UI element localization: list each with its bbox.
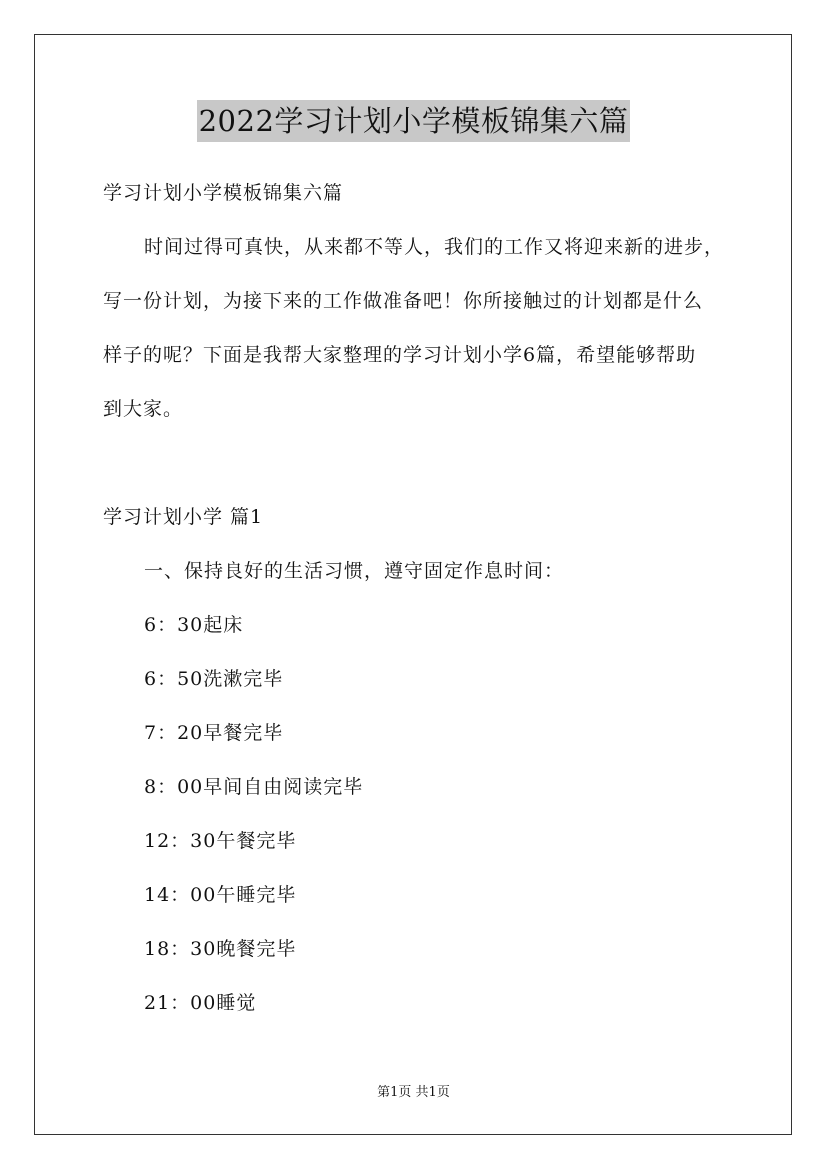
schedule-item: 12：30午餐完毕 xyxy=(144,830,297,852)
schedule-item: 7：20早餐完毕 xyxy=(144,722,284,744)
schedule-item: 18：30晚餐完毕 xyxy=(144,938,297,960)
intro-line-3: 样子的呢？下面是我帮大家整理的学习计划小学6篇，希望能够帮助 xyxy=(103,344,697,366)
section-heading: 学习计划小学 篇1 xyxy=(103,506,264,528)
intro-line-2: 写一份计划，为接下来的工作做准备吧！你所接触过的计划都是什么 xyxy=(103,290,704,312)
document-title: 2022学习计划小学模板锦集六篇 xyxy=(197,100,631,142)
intro-line-4: 到大家。 xyxy=(103,398,184,420)
schedule-item: 14：00午睡完毕 xyxy=(144,884,297,906)
item-heading: 一、保持良好的生活习惯，遵守固定作息时间： xyxy=(144,560,565,582)
page-footer: 第1页 共1页 xyxy=(377,1085,450,1100)
schedule-item: 21：00睡觉 xyxy=(144,992,257,1014)
intro-line-1: 时间过得可真快，从来都不等人，我们的工作又将迎来新的进步， xyxy=(144,236,725,258)
schedule-item: 8：00早间自由阅读完毕 xyxy=(144,776,364,798)
schedule-item: 6：30起床 xyxy=(144,614,244,636)
document-subtitle: 学习计划小学模板锦集六篇 xyxy=(103,182,344,204)
title-wrap xyxy=(0,100,827,142)
schedule-item: 6：50洗漱完毕 xyxy=(144,668,284,690)
